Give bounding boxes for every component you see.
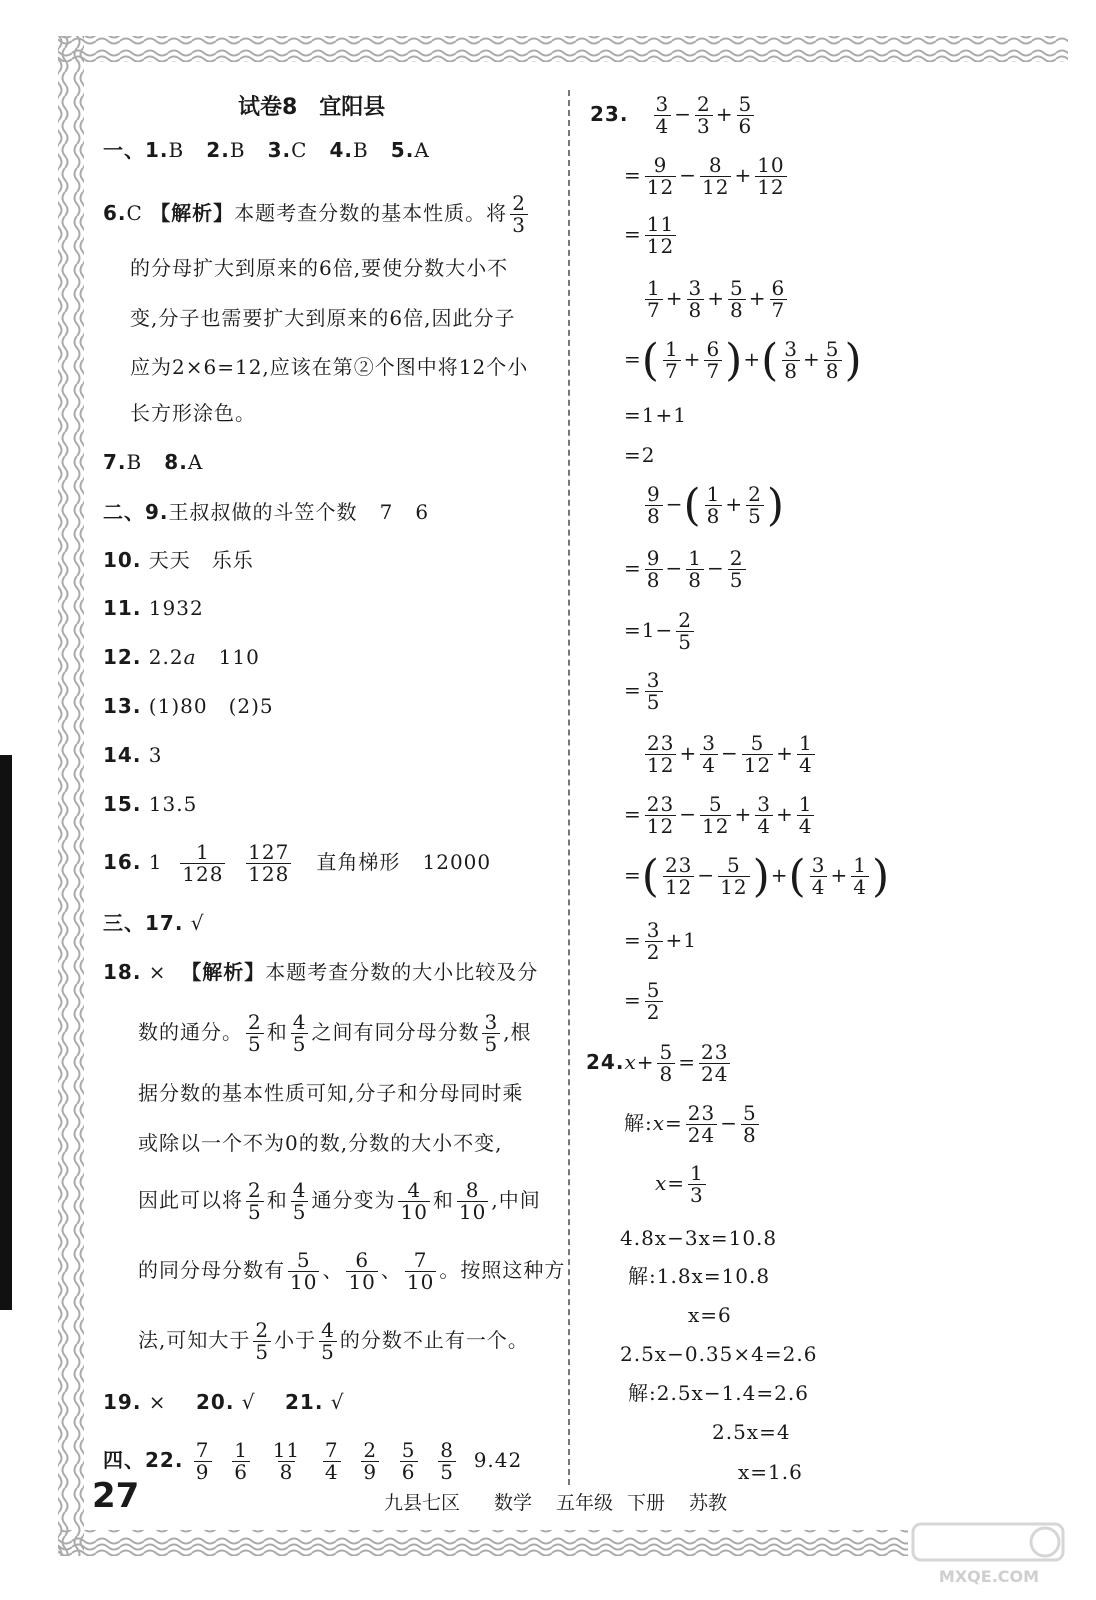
- answer-14: 14. 3: [103, 743, 163, 767]
- page-number: 27: [92, 1476, 140, 1516]
- q23-expr-4-step-1: = $\frac{23}{12}$ − $\frac{5}{12}$ + $\frac{3}{4}$ + $\frac{1}{4}$: [624, 792, 813, 838]
- answers-19-21: 19. × 20. √ 21. √: [103, 1390, 345, 1414]
- q24-eq-2-step-1: 解:1.8x=10.8: [628, 1264, 771, 1288]
- q23-expr-3-step-1: = $\frac{9}{8}$ − $\frac{1}{8}$ − $\frac{2}{5}$: [624, 546, 744, 592]
- page-title: 试卷8 宜阳县: [238, 95, 386, 120]
- q23-expr-4-result: = $\frac{5}{2}$: [624, 978, 661, 1024]
- column-divider: [568, 90, 570, 1485]
- q6-line-5: 长方形涂色。: [130, 401, 256, 425]
- answers-7-8: 7.B 8.A: [103, 450, 204, 474]
- q6-line-4: 应为2×6=12,应该在第②个图中将12个小: [130, 355, 529, 379]
- watermark-text: MXQE.COM: [938, 1567, 1040, 1586]
- q24-eq-3: 2.5x−0.35×4=2.6: [620, 1342, 818, 1366]
- answer-13: 13. (1)80 (2)5: [103, 694, 274, 718]
- q23-expr-2-result: =2: [624, 443, 656, 467]
- q18-line-3: 据分数的基本性质可知,分子和分母同时乘: [138, 1081, 524, 1105]
- q6-line-1: 6.C 【解析】本题考查分数的基本性质。将 $\frac{2}{3}$: [103, 191, 526, 237]
- q24-eq-1-step-1: 解:x= $\frac{23}{24}$ − $\frac{5}{8}$: [624, 1101, 757, 1147]
- q24-eq-2-result: x=6: [688, 1303, 732, 1327]
- footer-grade: 五年级: [556, 1492, 614, 1514]
- answer-15: 15. 13.5: [103, 792, 198, 816]
- q18-line-1: 18. × 【解析】本题考查分数的大小比较及分: [103, 960, 539, 984]
- footer-subject: 数学: [494, 1492, 533, 1514]
- q23-expr-3-result: = $\frac{3}{5}$: [624, 668, 661, 714]
- q23-expr-1-step-1: = $\frac{9}{12}$ − $\frac{8}{12}$ + $\frac{10}{12}$: [624, 153, 785, 199]
- footer-edition: 苏教: [689, 1492, 728, 1514]
- q24-eq-3-result: x=1.6: [738, 1460, 803, 1484]
- q23-expr-2-step-2: =1+1: [624, 403, 687, 427]
- q23-expr-3: $\frac{9}{8}$ −( $\frac{1}{8}$ + $\frac{2}{5}$ ): [647, 479, 786, 531]
- q23-expr-1-result: = $\frac{11}{12}$: [624, 212, 675, 258]
- q24-eq-2: 4.8x−3x=10.8: [620, 1226, 778, 1250]
- q24-eq-3-step-2: 2.5x=4: [712, 1420, 791, 1444]
- answer-11: 11. 1932: [103, 596, 204, 620]
- answer-17: 三、17. √: [103, 911, 205, 935]
- answer-10: 10. 天天 乐乐: [103, 548, 254, 572]
- q24-eq-1-result: x= $\frac{1}{3}$: [655, 1161, 704, 1207]
- footer-region: 九县七区: [384, 1492, 461, 1514]
- q18-line-6: 的同分母分数有 $\frac{5}{10}$ 、 $\frac{6}{10}$ 、 $\frac{7}{10}$ 。按照这种方: [138, 1248, 566, 1294]
- q6-line-2: 的分母扩大到原来的6倍,要使分数大小不: [130, 256, 509, 280]
- answer-22: 四、22. $\frac{7}{9}$ $\frac{1}{6}$ $\frac{11}{8}$ $\frac{7}{4}$ $\frac{2}{9}$ $\frac{5}{6}$ $\frac{8}{5}$ 9.42: [103, 1438, 523, 1484]
- q23-expr-4: $\frac{23}{12}$ + $\frac{3}{4}$ − $\frac{5}{12}$ + $\frac{1}{4}$: [647, 731, 813, 777]
- q18-line-5: 因此可以将 $\frac{2}{5}$ 和 $\frac{4}{5}$ 通分变为 $\frac{4}{10}$ 和 $\frac{8}{10}$ ,中间: [138, 1178, 541, 1224]
- answer-12: 12. 2.2a 110: [103, 645, 260, 669]
- q23-expr-2-step-1: =( $\frac{1}{7}$ + $\frac{6}{7}$ )+( $\frac{3}{8}$ + $\frac{5}{8}$ ): [624, 334, 863, 386]
- answers-1-5: 一、1.B 2.B 3.C 4.B 5.A: [103, 138, 430, 162]
- q18-line-7: 法,可知大于 $\frac{2}{5}$ 小于 $\frac{4}{5}$ 的分数不止有一个。: [138, 1318, 529, 1364]
- q18-line-2: 数的通分。 $\frac{2}{5}$ 和 $\frac{4}{5}$ 之间有同分母分数 $\frac{3}{5}$ ,根: [138, 1010, 532, 1056]
- watermark-logo: [905, 1520, 1075, 1588]
- q23-expr-4-step-2: =( $\frac{23}{12}$ − $\frac{5}{12}$ )+( $\frac{3}{4}$ + $\frac{1}{4}$ ): [624, 850, 891, 902]
- q18-line-4: 或除以一个不为0的数,分数的大小不变,: [138, 1131, 503, 1155]
- q24-eq-1: 24.x+ $\frac{5}{8}$ = $\frac{23}{24}$: [586, 1040, 729, 1086]
- answer-9: 二、9.王叔叔做的斗笠个数 7 6: [103, 500, 430, 524]
- q23-expr-3-step-2: =1− $\frac{2}{5}$: [624, 608, 692, 654]
- binding-bar: [0, 755, 12, 1310]
- q24-eq-3-step-1: 解:2.5x−1.4=2.6: [628, 1381, 809, 1405]
- answer-16: 16. 1 $\frac{1}{128}$ $\frac{127}{128}$ 直角梯形 12000: [103, 840, 492, 886]
- q6-line-3: 变,分子也需要扩大到原来的6倍,因此分子: [130, 306, 516, 330]
- q23-expr-2: $\frac{1}{7}$ + $\frac{3}{8}$ + $\frac{5}{8}$ + $\frac{6}{7}$: [647, 276, 786, 322]
- footer-volume: 下册: [627, 1492, 666, 1514]
- q23-expr-1: 23. $\frac{3}{4}$ − $\frac{2}{3}$ + $\frac{5}{6}$: [590, 92, 753, 138]
- q23-expr-4-step-3: = $\frac{3}{2}$ +1: [624, 918, 697, 964]
